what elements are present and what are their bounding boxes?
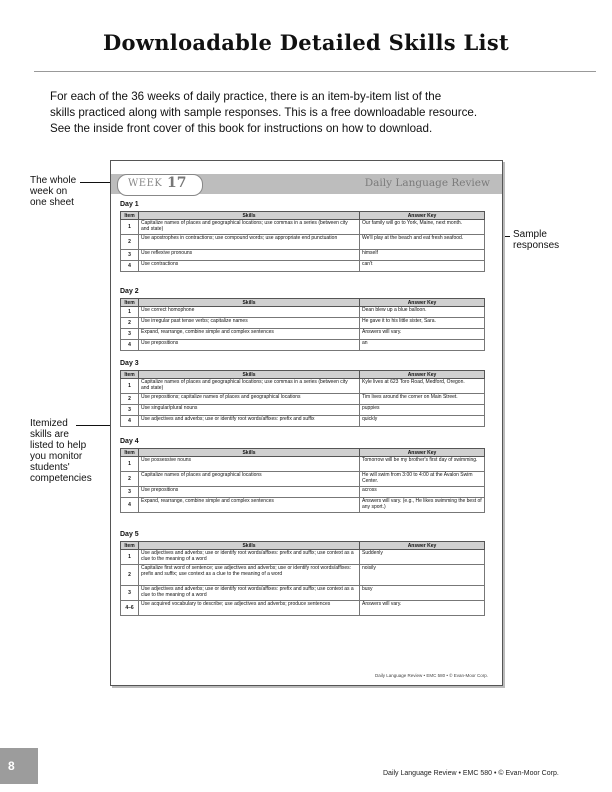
- skill-text: Capitalize names of places and geographical locations; use commas in a series (between city and state): [139, 379, 360, 394]
- item-number: 3: [121, 250, 139, 261]
- answer-text: puppies: [360, 405, 485, 416]
- table-row: [121, 250, 485, 261]
- callout-line: Itemized: [30, 418, 68, 429]
- item-number: 2: [121, 394, 139, 405]
- day-label: Day 4: [120, 438, 139, 445]
- table-row: [121, 394, 485, 405]
- intro-line: See the inside front cover of this book for instructions on how to download.: [50, 122, 433, 135]
- title-divider: [34, 71, 596, 72]
- skill-text: Expand, rearrange, combine simple and complex sentences: [139, 329, 360, 340]
- callout-itemized-skills: [30, 418, 92, 484]
- day-table: [120, 211, 485, 272]
- page-number-tab: [0, 748, 38, 784]
- answer-text: across: [360, 487, 485, 498]
- answer-text: He will swim from 3:00 to 4:00 at the Avalon Swim Center.: [360, 472, 485, 487]
- item-number: 2: [121, 472, 139, 487]
- skill-text: Use adjectives and adverbs; use or identify root words/affixes: prefix and suffix: [139, 416, 360, 427]
- item-number: 4–6: [121, 601, 139, 616]
- item-number: 4: [121, 416, 139, 427]
- skill-text: Use reflexive pronouns: [139, 250, 360, 261]
- answer-text: Our family will go to York, Maine, next month.: [360, 220, 485, 235]
- day-label: Day 3: [120, 360, 139, 367]
- callout-line: skills are: [30, 429, 69, 440]
- table-row: [121, 498, 485, 513]
- table-row: [121, 405, 485, 416]
- item-number: 2: [121, 235, 139, 250]
- table-header-row: [121, 212, 485, 220]
- column-header-skills: Skills: [139, 212, 360, 220]
- intro-line: For each of the 36 weeks of daily practice, there is an item-by-item list of the: [50, 90, 442, 103]
- column-header-skills: Skills: [139, 542, 360, 550]
- callout-line: Sample: [513, 229, 547, 240]
- callout-whole-week: [30, 175, 76, 208]
- skill-text: Capitalize names of places and geographical locations; use commas in a series (between city and state): [139, 220, 360, 235]
- answer-text: himself: [360, 250, 485, 261]
- table-row: [121, 307, 485, 318]
- answer-text: Suddenly: [360, 550, 485, 565]
- item-number: 4: [121, 498, 139, 513]
- table-row: [121, 472, 485, 487]
- worksheet-preview: [110, 160, 503, 686]
- column-header-answer: Answer Key: [360, 299, 485, 307]
- table-header-row: [121, 299, 485, 307]
- answer-text: noisily: [360, 565, 485, 586]
- callout-line: one sheet: [30, 197, 74, 208]
- skill-text: Use prepositions: [139, 340, 360, 351]
- intro-line: skills practiced along with sample responses. This is a free downloadable resource.: [50, 106, 478, 119]
- column-header-answer: Answer Key: [360, 212, 485, 220]
- column-header-skills: Skills: [139, 299, 360, 307]
- table-row: [121, 565, 485, 586]
- column-header-item: Item: [121, 542, 139, 550]
- skill-text: Use apostrophes in contractions; use compound words; use appropriate end punctuation: [139, 235, 360, 250]
- skill-text: Expand, rearrange, combine simple and complex sentences: [139, 498, 360, 513]
- column-header-item: Item: [121, 299, 139, 307]
- day-table: [120, 541, 485, 616]
- callout-line: listed to help: [30, 440, 87, 451]
- table-row: [121, 550, 485, 565]
- item-number: 1: [121, 307, 139, 318]
- answer-text: We'll play at the beach and eat fresh seafood.: [360, 235, 485, 250]
- table-row: [121, 487, 485, 498]
- day-label: Day 1: [120, 201, 139, 208]
- item-number: 1: [121, 550, 139, 565]
- day-label: Day 2: [120, 288, 139, 295]
- skill-text: Use irregular past tense verbs; capitalize names: [139, 318, 360, 329]
- series-name: Daily Language Review: [364, 177, 490, 189]
- skill-text: Use possessive nouns: [139, 457, 360, 472]
- item-number: 2: [121, 318, 139, 329]
- callout-sample-responses: [513, 229, 559, 251]
- week-header-bar: [111, 174, 502, 194]
- day-table: [120, 448, 485, 513]
- skill-text: Capitalize first word of sentence; use adjectives and adverbs; use or identify root words/affixes: prefix and suffix; use context as a clue to the meaning of a word: [139, 565, 360, 586]
- answer-text: Dean blew up a blue balloon.: [360, 307, 485, 318]
- table-row: [121, 235, 485, 250]
- answer-text: can't: [360, 261, 485, 272]
- day-table: [120, 298, 485, 351]
- worksheet-footer: Daily Language Review • EMC 580 • © Evan-Moor Corp.: [374, 673, 488, 678]
- item-number: 3: [121, 586, 139, 601]
- column-header-skills: Skills: [139, 449, 360, 457]
- skill-text: Use singular/plural nouns: [139, 405, 360, 416]
- callout-line: competencies: [30, 473, 92, 484]
- answer-text: an: [360, 340, 485, 351]
- table-row: [121, 416, 485, 427]
- day-label: Day 5: [120, 531, 139, 538]
- table-row: [121, 329, 485, 340]
- answer-text: Answers will vary. (e.g., He likes swimming the best of any sport.): [360, 498, 485, 513]
- page-number: 8: [8, 759, 15, 773]
- week-number: 17: [167, 175, 187, 191]
- item-number: 4: [121, 261, 139, 272]
- table-header-row: [121, 449, 485, 457]
- page-title: Downloadable Detailed Skills List: [103, 30, 509, 55]
- callout-line: The whole: [30, 175, 77, 186]
- answer-text: busy: [360, 586, 485, 601]
- answer-text: quickly: [360, 416, 485, 427]
- skill-text: Use adjectives and adverbs; use or identify root words/affixes: prefix and suffix; use context as a clue to the meaning of a word: [139, 586, 360, 601]
- table-row: [121, 601, 485, 616]
- answer-text: Answers will vary.: [360, 601, 485, 616]
- page-footer: Daily Language Review • EMC 580 • © Evan-Moor Corp.: [383, 770, 559, 777]
- callout-line: responses: [513, 240, 560, 251]
- item-number: 3: [121, 487, 139, 498]
- skill-text: Capitalize names of places and geographical locations: [139, 472, 360, 487]
- item-number: 2: [121, 565, 139, 586]
- item-number: 3: [121, 329, 139, 340]
- skill-text: Use adjectives and adverbs; use or identify root words/affixes: prefix and suffix; use context as a clue to the meaning of a word: [139, 550, 360, 565]
- table-header-row: [121, 371, 485, 379]
- item-number: 1: [121, 220, 139, 235]
- table-row: [121, 220, 485, 235]
- callout-line: week on: [30, 186, 68, 197]
- table-row: [121, 457, 485, 472]
- intro-paragraph: [50, 89, 570, 137]
- table-row: [121, 379, 485, 394]
- answer-text: Kyle lives at 623 Toro Road, Medford, Oregon.: [360, 379, 485, 394]
- table-row: [121, 318, 485, 329]
- answer-text: Tim lives around the corner on Main Street.: [360, 394, 485, 405]
- day-table: [120, 370, 485, 427]
- callout-line: you monitor: [30, 451, 83, 462]
- item-number: 3: [121, 405, 139, 416]
- week-label: WEEK: [128, 178, 163, 189]
- table-row: [121, 586, 485, 601]
- column-header-item: Item: [121, 212, 139, 220]
- week-tab: [117, 174, 203, 196]
- column-header-answer: Answer Key: [360, 371, 485, 379]
- column-header-item: Item: [121, 449, 139, 457]
- answer-text: He gave it to his little sister, Sara.: [360, 318, 485, 329]
- skill-text: Use acquired vocabulary to describe; use adjectives and adverbs; produce sentences: [139, 601, 360, 616]
- answer-text: Answers will vary.: [360, 329, 485, 340]
- skill-text: Use contractions: [139, 261, 360, 272]
- skill-text: Use correct homophone: [139, 307, 360, 318]
- callout-line: students': [30, 462, 70, 473]
- answer-text: Tomorrow will be my brother's first day of swimming.: [360, 457, 485, 472]
- table-row: [121, 261, 485, 272]
- item-number: 4: [121, 340, 139, 351]
- skill-text: Use prepositions; capitalize names of places and geographical locations: [139, 394, 360, 405]
- table-header-row: [121, 542, 485, 550]
- item-number: 1: [121, 379, 139, 394]
- skill-text: Use prepositions: [139, 487, 360, 498]
- column-header-answer: Answer Key: [360, 449, 485, 457]
- column-header-skills: Skills: [139, 371, 360, 379]
- item-number: 1: [121, 457, 139, 472]
- column-header-answer: Answer Key: [360, 542, 485, 550]
- column-header-item: Item: [121, 371, 139, 379]
- table-row: [121, 340, 485, 351]
